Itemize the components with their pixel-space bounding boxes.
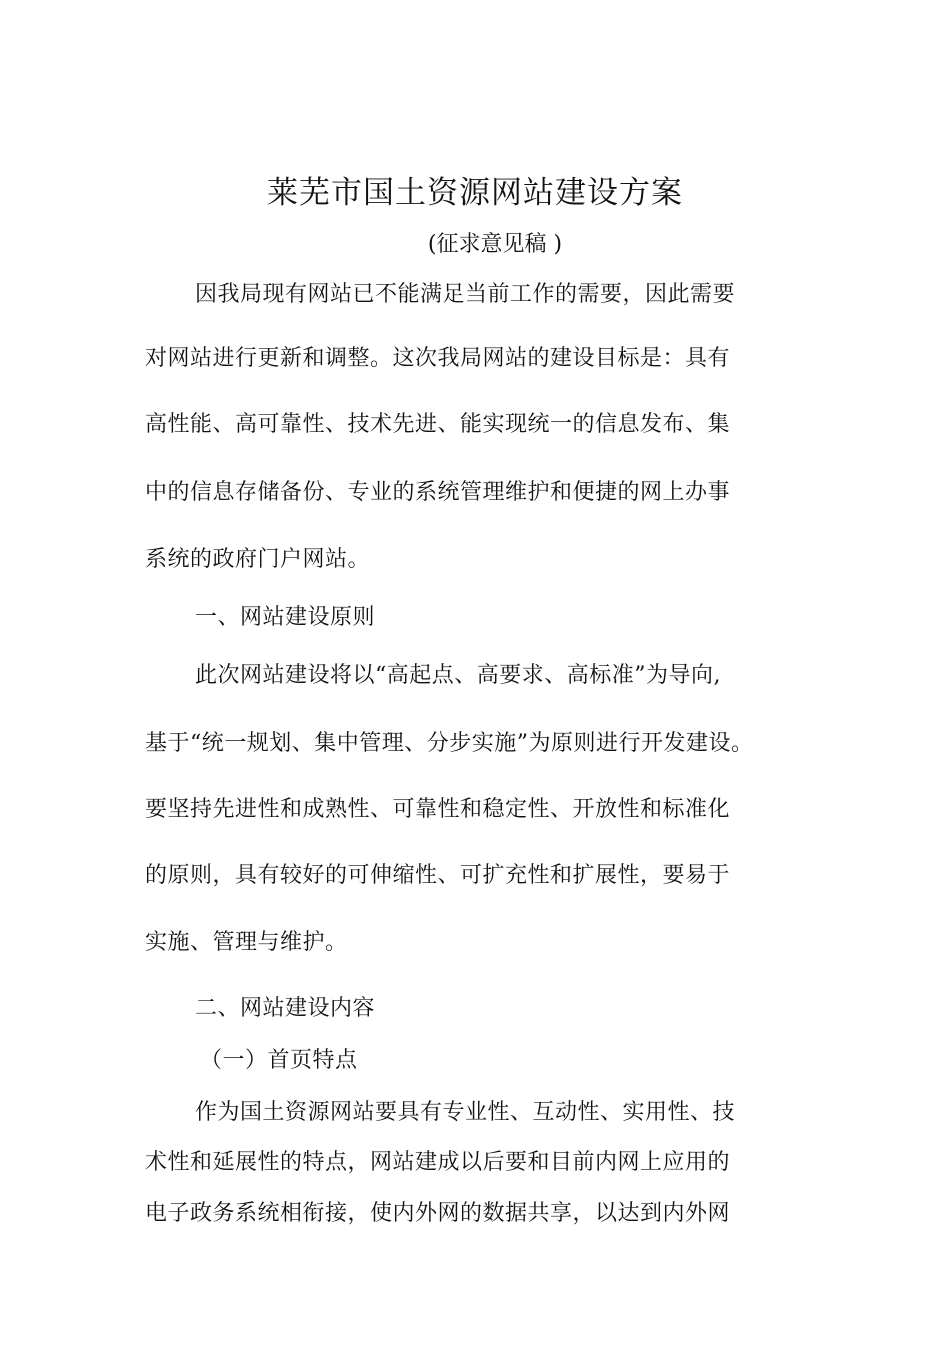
document-subtitle: (征求意见稿 ) (427, 232, 563, 257)
paragraph-line: 作为国土资源网站要具有专业性、互动性、实用性、技 (195, 1100, 736, 1125)
paragraph-line: 基于“统一规划、集中管理、分步实施”为原则进行开发建设。 (145, 731, 754, 756)
paragraph-line: 此次网站建设将以“高起点、高要求、高标准”为导向, (195, 663, 721, 688)
paragraph-line: 电子政务系统相衔接，使内外网的数据共享，以达到内外网 (145, 1201, 731, 1226)
paragraph-line: 中的信息存储备份、专业的系统管理维护和便捷的网上办事 (145, 480, 731, 505)
paragraph-line: 因我局现有网站已不能满足当前工作的需要，因此需要 (195, 282, 736, 307)
paragraph-line: 术性和延展性的特点，网站建成以后要和目前内网上应用的 (145, 1150, 731, 1175)
paragraph-line: 高性能、高可靠性、技术先进、能实现统一的信息发布、集 (145, 412, 731, 437)
section-heading: 二、网站建设内容 (195, 996, 376, 1021)
paragraph-line: 实施、管理与维护。 (145, 930, 348, 955)
paragraph-line: 要坚持先进性和成熟性、可靠性和稳定性、开放性和标准化 (145, 797, 731, 822)
paragraph-line: 的原则，具有较好的可伸缩性、可扩充性和扩展性，要易于 (145, 863, 731, 888)
paragraph-line: 系统的政府门户网站。 (145, 547, 371, 572)
paragraph-line: 对网站进行更新和调整。这次我局网站的建设目标是：具有 (145, 346, 731, 371)
section-heading: 一、网站建设原则 (195, 605, 376, 630)
document-title: 莱芜市国土资源网站建设方案 (267, 175, 683, 211)
subsection-heading: （一）首页特点 (200, 1048, 358, 1073)
